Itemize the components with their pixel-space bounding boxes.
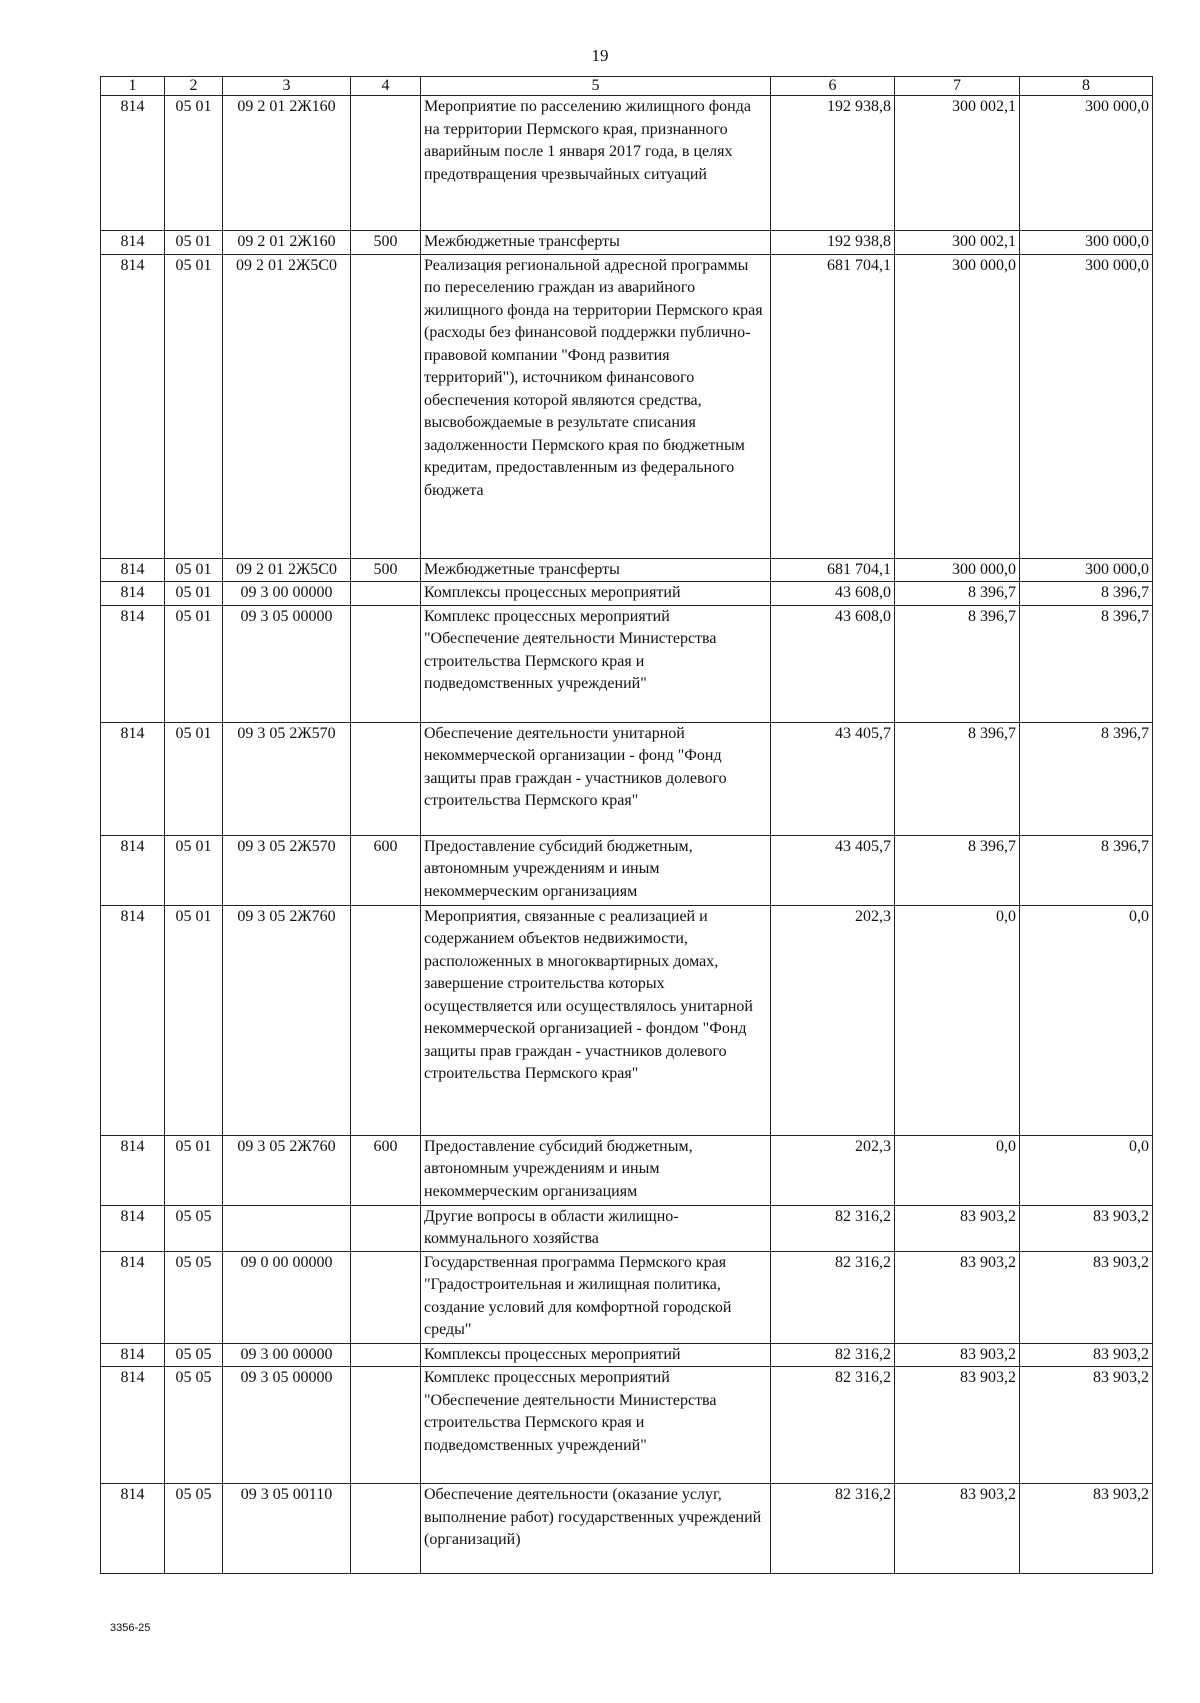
target-article-code: 09 3 05 2Ж570 bbox=[223, 722, 351, 835]
amount-col6: 681 704,1 bbox=[771, 254, 895, 558]
expense-type-code bbox=[351, 1367, 421, 1484]
description: Комплексы процессных мероприятий bbox=[421, 1343, 771, 1367]
column-header: 7 bbox=[895, 77, 1020, 96]
section-code: 05 05 bbox=[165, 1343, 223, 1367]
section-code: 05 01 bbox=[165, 905, 223, 1135]
amount-col7: 8 396,7 bbox=[895, 582, 1020, 606]
description: Реализация региональной адресной программы по переселению граждан из аварийного жилищного фонда на территории Пермского края (расходы без финансовой поддержки публично-правовой компании "Фонд развития территорий"), источником финансового обеспечения которой являются средства, высвобождаемые в результате списания задолженности Пермского края по бюджетным кредитам, предоставленным из федерального бюджета bbox=[421, 254, 771, 558]
table-row bbox=[101, 1251, 1153, 1343]
table-row bbox=[101, 1484, 1153, 1574]
amount-col7: 83 903,2 bbox=[895, 1343, 1020, 1367]
expense-type-code: 600 bbox=[351, 1135, 421, 1205]
document-code: 3356-25 bbox=[110, 1622, 151, 1634]
table-row bbox=[101, 722, 1153, 835]
amount-col8: 8 396,7 bbox=[1020, 582, 1153, 606]
description: Межбюджетные трансферты bbox=[421, 558, 771, 582]
table-row bbox=[101, 605, 1153, 722]
target-article-code: 09 2 01 2Ж5С0 bbox=[223, 558, 351, 582]
description: Межбюджетные трансферты bbox=[421, 231, 771, 255]
amount-col8: 8 396,7 bbox=[1020, 722, 1153, 835]
table-row bbox=[101, 254, 1153, 558]
target-article-code: 09 3 05 00000 bbox=[223, 605, 351, 722]
description: Обеспечение деятельности (оказание услуг, выполнение работ) государственных учреждений (организаций) bbox=[421, 1484, 771, 1574]
section-code: 05 01 bbox=[165, 835, 223, 905]
column-header: 6 bbox=[771, 77, 895, 96]
amount-col8: 83 903,2 bbox=[1020, 1251, 1153, 1343]
target-article-code: 09 3 00 00000 bbox=[223, 1343, 351, 1367]
expense-type-code: 600 bbox=[351, 835, 421, 905]
ministry-code: 814 bbox=[101, 1367, 165, 1484]
amount-col7: 83 903,2 bbox=[895, 1251, 1020, 1343]
target-article-code: 09 2 01 2Ж5С0 bbox=[223, 254, 351, 558]
amount-col6: 82 316,2 bbox=[771, 1343, 895, 1367]
column-header: 2 bbox=[165, 77, 223, 96]
target-article-code: 09 3 05 2Ж760 bbox=[223, 1135, 351, 1205]
expense-type-code bbox=[351, 1251, 421, 1343]
description: Предоставление субсидий бюджетным, автономным учреждениям и иным некоммерческим организациям bbox=[421, 1135, 771, 1205]
table-row bbox=[101, 231, 1153, 255]
target-article-code: 09 3 05 2Ж570 bbox=[223, 835, 351, 905]
expense-type-code bbox=[351, 582, 421, 606]
amount-col6: 82 316,2 bbox=[771, 1205, 895, 1251]
amount-col8: 83 903,2 bbox=[1020, 1367, 1153, 1484]
column-header: 4 bbox=[351, 77, 421, 96]
table-row bbox=[101, 905, 1153, 1135]
column-header: 8 bbox=[1020, 77, 1153, 96]
table-row bbox=[101, 582, 1153, 606]
amount-col8: 0,0 bbox=[1020, 905, 1153, 1135]
amount-col6: 82 316,2 bbox=[771, 1251, 895, 1343]
description: Комплекс процессных мероприятий "Обеспечение деятельности Министерства строительства Пермского края и подведомственных учреждений" bbox=[421, 1367, 771, 1484]
amount-col6: 82 316,2 bbox=[771, 1484, 895, 1574]
target-article-code: 09 2 01 2Ж160 bbox=[223, 96, 351, 231]
expense-type-code bbox=[351, 254, 421, 558]
section-code: 05 01 bbox=[165, 605, 223, 722]
amount-col6: 202,3 bbox=[771, 905, 895, 1135]
target-article-code: 09 3 00 00000 bbox=[223, 582, 351, 606]
column-header: 1 bbox=[101, 77, 165, 96]
description: Другие вопросы в области жилищно-коммунального хозяйства bbox=[421, 1205, 771, 1251]
amount-col6: 192 938,8 bbox=[771, 96, 895, 231]
table-row bbox=[101, 1205, 1153, 1251]
expense-type-code bbox=[351, 722, 421, 835]
table-row bbox=[101, 558, 1153, 582]
ministry-code: 814 bbox=[101, 835, 165, 905]
amount-col8: 83 903,2 bbox=[1020, 1343, 1153, 1367]
expense-type-code bbox=[351, 96, 421, 231]
ministry-code: 814 bbox=[101, 1205, 165, 1251]
section-code: 05 01 bbox=[165, 558, 223, 582]
section-code: 05 05 bbox=[165, 1367, 223, 1484]
expense-type-code bbox=[351, 1343, 421, 1367]
target-article-code: 09 0 00 00000 bbox=[223, 1251, 351, 1343]
amount-col6: 43 608,0 bbox=[771, 582, 895, 606]
description: Государственная программа Пермского края "Градостроительная и жилищная политика, создание условий для комфортной городской среды" bbox=[421, 1251, 771, 1343]
amount-col7: 83 903,2 bbox=[895, 1367, 1020, 1484]
amount-col7: 8 396,7 bbox=[895, 835, 1020, 905]
description: Предоставление субсидий бюджетным, автономным учреждениям и иным некоммерческим организациям bbox=[421, 835, 771, 905]
ministry-code: 814 bbox=[101, 605, 165, 722]
amount-col7: 300 002,1 bbox=[895, 231, 1020, 255]
amount-col7: 83 903,2 bbox=[895, 1484, 1020, 1574]
amount-col8: 0,0 bbox=[1020, 1135, 1153, 1205]
amount-col6: 192 938,8 bbox=[771, 231, 895, 255]
table-row bbox=[101, 1135, 1153, 1205]
ministry-code: 814 bbox=[101, 1484, 165, 1574]
amount-col7: 0,0 bbox=[895, 905, 1020, 1135]
section-code: 05 01 bbox=[165, 722, 223, 835]
amount-col8: 83 903,2 bbox=[1020, 1205, 1153, 1251]
target-article-code: 09 3 05 00000 bbox=[223, 1367, 351, 1484]
expense-type-code bbox=[351, 905, 421, 1135]
amount-col6: 43 405,7 bbox=[771, 722, 895, 835]
expense-type-code bbox=[351, 1484, 421, 1574]
section-code: 05 01 bbox=[165, 254, 223, 558]
amount-col6: 43 405,7 bbox=[771, 835, 895, 905]
ministry-code: 814 bbox=[101, 722, 165, 835]
amount-col8: 300 000,0 bbox=[1020, 558, 1153, 582]
ministry-code: 814 bbox=[101, 254, 165, 558]
ministry-code: 814 bbox=[101, 1135, 165, 1205]
amount-col6: 82 316,2 bbox=[771, 1367, 895, 1484]
description: Мероприятие по расселению жилищного фонда на территории Пермского края, признанного аварийным после 1 января 2017 года, в целях предотвращения чрезвычайных ситуаций bbox=[421, 96, 771, 231]
section-code: 05 01 bbox=[165, 231, 223, 255]
target-article-code: 09 2 01 2Ж160 bbox=[223, 231, 351, 255]
table-row bbox=[101, 835, 1153, 905]
expense-type-code bbox=[351, 605, 421, 722]
expense-type-code bbox=[351, 1205, 421, 1251]
table-row bbox=[101, 1343, 1153, 1367]
section-code: 05 05 bbox=[165, 1484, 223, 1574]
table-row bbox=[101, 96, 1153, 231]
section-code: 05 05 bbox=[165, 1251, 223, 1343]
ministry-code: 814 bbox=[101, 1251, 165, 1343]
amount-col6: 202,3 bbox=[771, 1135, 895, 1205]
amount-col7: 8 396,7 bbox=[895, 722, 1020, 835]
column-number-row bbox=[101, 77, 1153, 96]
amount-col7: 300 002,1 bbox=[895, 96, 1020, 231]
ministry-code: 814 bbox=[101, 96, 165, 231]
amount-col8: 300 000,0 bbox=[1020, 254, 1153, 558]
ministry-code: 814 bbox=[101, 1343, 165, 1367]
ministry-code: 814 bbox=[101, 905, 165, 1135]
amount-col7: 300 000,0 bbox=[895, 558, 1020, 582]
target-article-code: 09 3 05 2Ж760 bbox=[223, 905, 351, 1135]
column-header: 3 bbox=[223, 77, 351, 96]
ministry-code: 814 bbox=[101, 231, 165, 255]
page-number: 19 bbox=[591, 46, 609, 65]
amount-col7: 8 396,7 bbox=[895, 605, 1020, 722]
ministry-code: 814 bbox=[101, 558, 165, 582]
expense-type-code: 500 bbox=[351, 231, 421, 255]
description: Обеспечение деятельности унитарной некоммерческой организации - фонд "Фонд защиты прав граждан - участников долевого строительства Пермского края" bbox=[421, 722, 771, 835]
section-code: 05 01 bbox=[165, 582, 223, 606]
section-code: 05 05 bbox=[165, 1205, 223, 1251]
description: Комплексы процессных мероприятий bbox=[421, 582, 771, 606]
amount-col7: 83 903,2 bbox=[895, 1205, 1020, 1251]
amount-col7: 300 000,0 bbox=[895, 254, 1020, 558]
amount-col8: 8 396,7 bbox=[1020, 835, 1153, 905]
section-code: 05 01 bbox=[165, 96, 223, 231]
expense-type-code: 500 bbox=[351, 558, 421, 582]
amount-col6: 681 704,1 bbox=[771, 558, 895, 582]
section-code: 05 01 bbox=[165, 1135, 223, 1205]
table-row bbox=[101, 1367, 1153, 1484]
budget-table bbox=[100, 76, 1153, 1574]
amount-col8: 83 903,2 bbox=[1020, 1484, 1153, 1574]
target-article-code: 09 3 05 00110 bbox=[223, 1484, 351, 1574]
amount-col8: 300 000,0 bbox=[1020, 96, 1153, 231]
amount-col8: 300 000,0 bbox=[1020, 231, 1153, 255]
amount-col7: 0,0 bbox=[895, 1135, 1020, 1205]
target-article-code bbox=[223, 1205, 351, 1251]
description: Комплекс процессных мероприятий "Обеспечение деятельности Министерства строительства Пермского края и подведомственных учреждений" bbox=[421, 605, 771, 722]
amount-col6: 43 608,0 bbox=[771, 605, 895, 722]
column-header: 5 bbox=[421, 77, 771, 96]
description: Мероприятия, связанные с реализацией и содержанием объектов недвижимости, расположенных в многоквартирных домах, завершение строительства которых осуществляется или осуществлялось унитарной некоммерческой организацией - фондом "Фонд защиты прав граждан - участников долевого строительства Пермского края" bbox=[421, 905, 771, 1135]
ministry-code: 814 bbox=[101, 582, 165, 606]
amount-col8: 8 396,7 bbox=[1020, 605, 1153, 722]
